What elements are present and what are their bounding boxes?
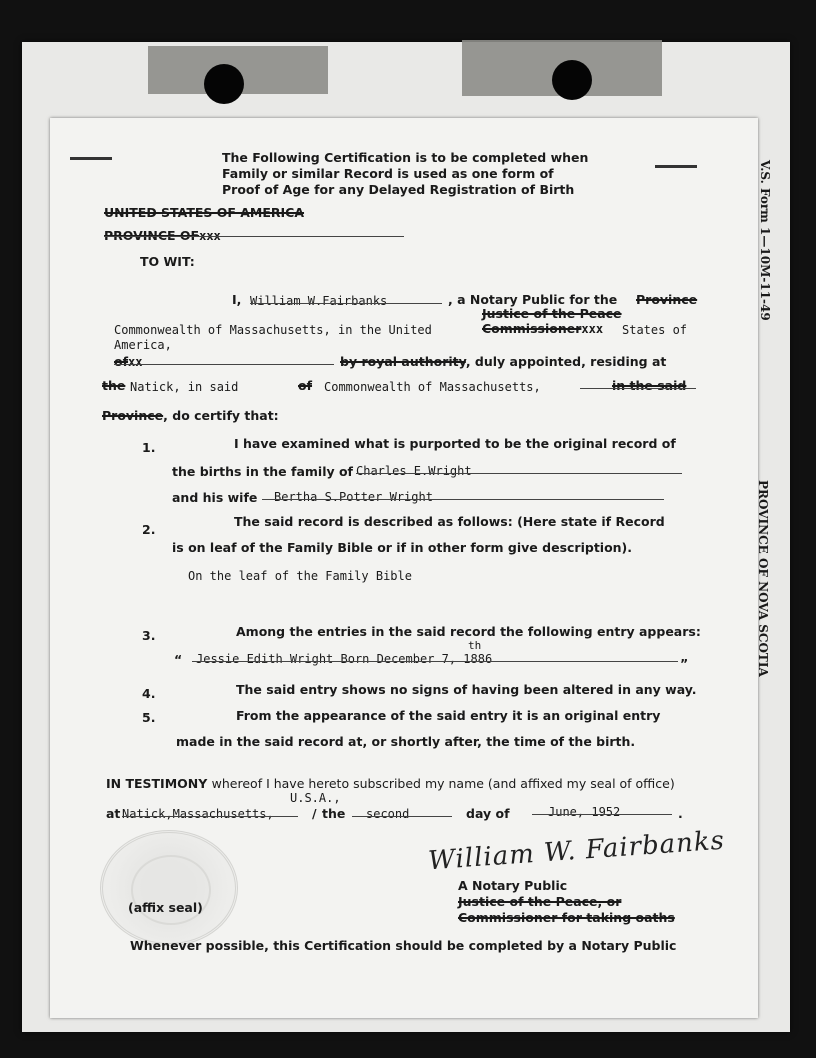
item-5-number: 5. <box>142 710 156 725</box>
mark-right <box>655 165 697 168</box>
notary-prefix: I, <box>232 292 242 307</box>
testimony-period: . <box>678 806 683 821</box>
to-wit: TO WIT: <box>140 254 195 269</box>
struck-province-2: Province <box>102 408 164 423</box>
item-2-number: 2. <box>142 522 156 537</box>
form-code: V.S. Form 1—10M-11-49 <box>758 160 772 321</box>
notary-name: William W.Fairbanks <box>250 294 388 308</box>
testimony-day: second <box>366 807 410 821</box>
struck-of: of <box>114 354 129 369</box>
testimony-slash: / <box>312 806 317 821</box>
item-1-text: I have examined what is purported to be the original record of <box>234 436 676 451</box>
notary-suffix: , a Notary Public for the <box>448 292 618 307</box>
item-3-number: 3. <box>142 628 156 643</box>
punch-hole-left <box>204 64 244 104</box>
struck-royal-authority: by royal authority <box>340 354 466 369</box>
struck-province-of: PROVINCE OF <box>104 228 200 243</box>
notary-signature: William W. Fairbanks <box>427 825 726 877</box>
testimony-the: the <box>322 806 346 821</box>
testimony-usa: U.S.A., <box>290 791 341 805</box>
mark-left <box>70 157 112 160</box>
struck-justice-2: Justice of the Peace, or <box>458 894 622 909</box>
entry-ordinal: th <box>468 639 482 652</box>
item-2-text-b: is on leaf of the Family Bible or if in other form give description). <box>172 540 633 555</box>
province-side-label: PROVINCE OF NOVA SCOTIA <box>756 480 770 677</box>
month-line <box>532 814 672 815</box>
commissioner-xxx: xxx <box>581 322 604 336</box>
day-line <box>352 816 452 817</box>
residence-city: Natick, in said <box>130 380 239 394</box>
testimony-at: at <box>106 806 121 821</box>
province-line <box>104 236 404 237</box>
item-1-text-b: the births in the family of <box>172 464 353 479</box>
commonwealth-line: Commonwealth of Massachusetts, in the United <box>114 323 432 337</box>
entry-open-quote: “ <box>174 652 183 667</box>
header-line-2: Family or similar Record is used as one form of <box>222 166 554 181</box>
family-line <box>356 473 682 474</box>
notary-name-line <box>250 303 442 304</box>
struck-of-2: of <box>298 378 313 393</box>
record-description: On the leaf of the Family Bible <box>188 569 412 583</box>
item-4-number: 4. <box>142 686 156 701</box>
entry-line <box>192 661 678 662</box>
struck-in-the-said: in the said <box>612 378 687 393</box>
testimony-lead: IN TESTIMONY <box>106 776 208 791</box>
of-xxx: xx <box>128 355 143 369</box>
duly-appointed: , duly appointed, residing at <box>465 354 667 369</box>
states-of: States of <box>622 323 688 337</box>
punch-hole-right <box>552 60 592 100</box>
item-1-number: 1. <box>142 440 156 455</box>
residence-state: Commonwealth of Massachusetts, <box>324 380 541 394</box>
item-4-text: The said entry shows no signs of having been altered in any way. <box>236 682 697 697</box>
struck-the: the <box>102 378 126 393</box>
struck-usa: UNITED STATES OF AMERICA <box>104 205 305 220</box>
do-certify: , do certify that: <box>163 408 279 423</box>
item-3-text: Among the entries in the said record the following entry appears: <box>236 624 701 639</box>
testimony-line: whereof I have hereto subscribed my name (and affixed my seal of office) <box>211 776 675 791</box>
entry-text: Jessie Edith Wright Born December 7, 1886 <box>196 652 493 666</box>
his-wife-label: and his wife <box>172 490 258 505</box>
item-5-text: From the appearance of the said entry it is an original entry <box>236 708 661 723</box>
header-line-1: The Following Certification is to be completed when <box>222 150 589 165</box>
struck-commissioner: Commissioner <box>482 321 582 336</box>
entry-close-quote: ” <box>680 656 689 671</box>
item-5-text-b: made in the said record at, or shortly after, the time of the birth. <box>176 734 636 749</box>
notary-seal-embossed <box>100 830 238 946</box>
struck-justice: Justice of the Peace <box>482 306 622 321</box>
notary-public-label: A Notary Public <box>458 878 568 893</box>
item-2-text: The said record is described as follows: (Here state if Record <box>234 514 665 529</box>
america: America, <box>114 338 172 352</box>
header-line-3: Proof of Age for any Delayed Registration of Birth <box>222 182 575 197</box>
wife-line <box>262 499 664 500</box>
residence-line <box>580 388 696 389</box>
place-line <box>122 816 298 817</box>
of-line <box>114 364 334 365</box>
testimony-place: Natick,Massachusetts, <box>122 807 274 821</box>
struck-province: Province <box>636 292 698 307</box>
affix-seal-label: (affix seal) <box>128 900 203 915</box>
wife-name: Bertha S.Potter Wright <box>274 490 433 504</box>
testimony-day-of: day of <box>466 806 510 821</box>
family-name: Charles E.Wright <box>356 464 472 478</box>
testimony-month-year: June, 1952 <box>548 805 621 819</box>
footer-note: Whenever possible, this Certification should be completed by a Notary Public <box>130 938 677 953</box>
struck-commissioner-2: Commissioner for taking oaths <box>458 910 675 925</box>
province-xxx: xxx <box>199 229 221 243</box>
